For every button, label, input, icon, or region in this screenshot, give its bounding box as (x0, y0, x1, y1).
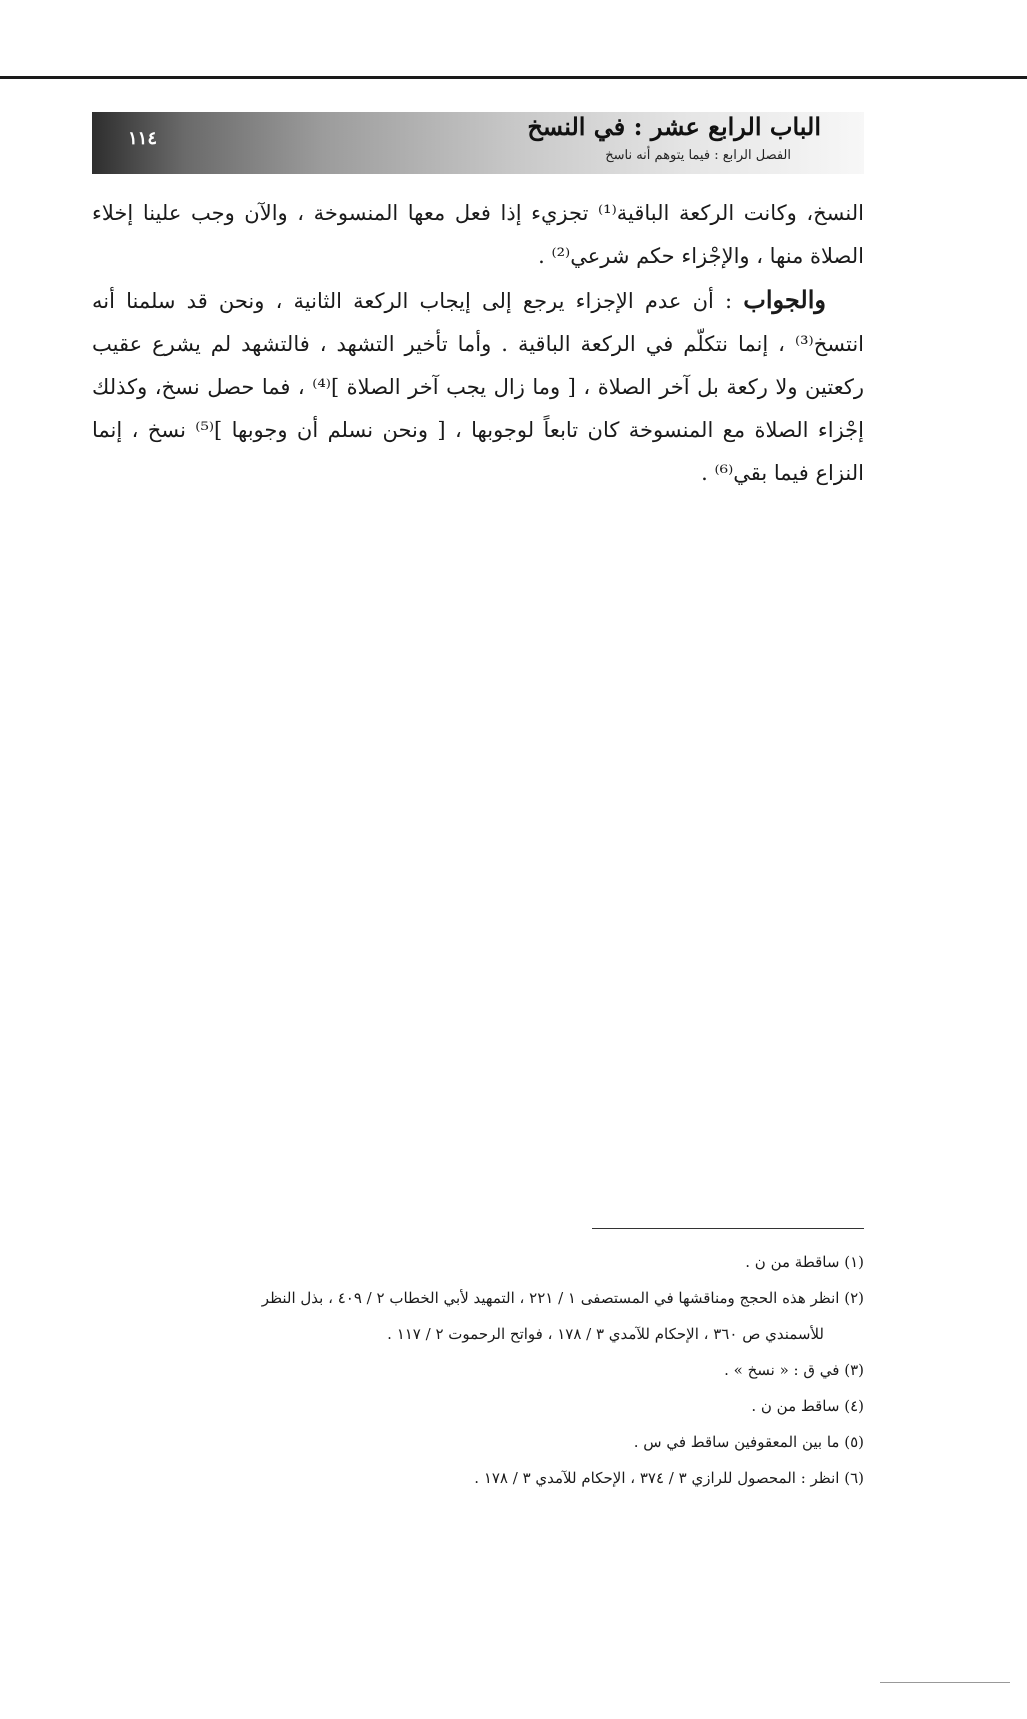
section-subtitle: الفصل الرابع : فيما يتوهم أنه ناسخ (605, 148, 791, 163)
footnote-5: (٥) ما بين المعقوفين ساقط في س . (633, 1433, 864, 1451)
bottom-rule (880, 1682, 1010, 1683)
paragraph-2 (92, 278, 864, 495)
paragraph-1: النسخ، وكانت الركعة الباقية⁽¹⁾ تجزيء إذا فعل معها المنسوخة ، والآن وجب علينا إخلاء الصلاة منها ، والإجْزاء حكم شرعي⁽²⁾ . (92, 201, 864, 268)
footnote-6: (٦) انظر : المحصول للرازي ٣ / ٣٧٤ ، الإحكام للآمدي ٣ / ١٧٨ . (474, 1469, 864, 1487)
page-number: ١١٤ (128, 128, 158, 149)
footnotes (92, 1244, 864, 1496)
footnote-separator (592, 1228, 864, 1229)
chapter-title: الباب الرابع عشر : في النسخ (527, 112, 821, 141)
answer-keyword: والجواب (743, 285, 826, 314)
footnote-1: (١) ساقطة من ن . (745, 1253, 864, 1271)
main-text (92, 192, 864, 495)
footnote-3: (٣) في ق : « نسخ » . (724, 1361, 864, 1379)
footnote-2: (٢) انظر هذه الحجج ومناقشها في المستصفى ١ / ٢٢١ ، التمهيد لأبي الخطاب ٢ / ٤٠٩ ، بذل النظر (261, 1289, 864, 1307)
paragraph-2-text: : أن عدم الإجزاء يرجع إلى إيجاب الركعة الثانية ، ونحن قد سلمنا أنه انتسخ⁽³⁾ ، إنما نتكلّم في الركعة الباقية . وأما تأخير التشهد ، فالتشهد لم يشرع عقيب ركعتين ولا ركعة بل آخر الصلاة ، [ وما زال يجب آخر الصلاة ]⁽⁴⁾ ، فما حصل نسخ، وكذلك إجْزاء الصلاة مع المنسوخة كان تابعاً لوجوبها ، [ ونحن نسلم أن وجوبها ]⁽⁵⁾ نسخ ، إنما النزاع فيما بقي⁽⁶⁾ . (92, 289, 864, 485)
footnote-4: (٤) ساقط من ن . (751, 1397, 864, 1415)
top-rule (0, 76, 1027, 79)
footnote-2-continued: للأسمندي ص ٣٦٠ ، الإحكام للآمدي ٣ / ١٧٨ ، فواتح الرحموت ٢ / ١١٧ . (387, 1325, 824, 1343)
